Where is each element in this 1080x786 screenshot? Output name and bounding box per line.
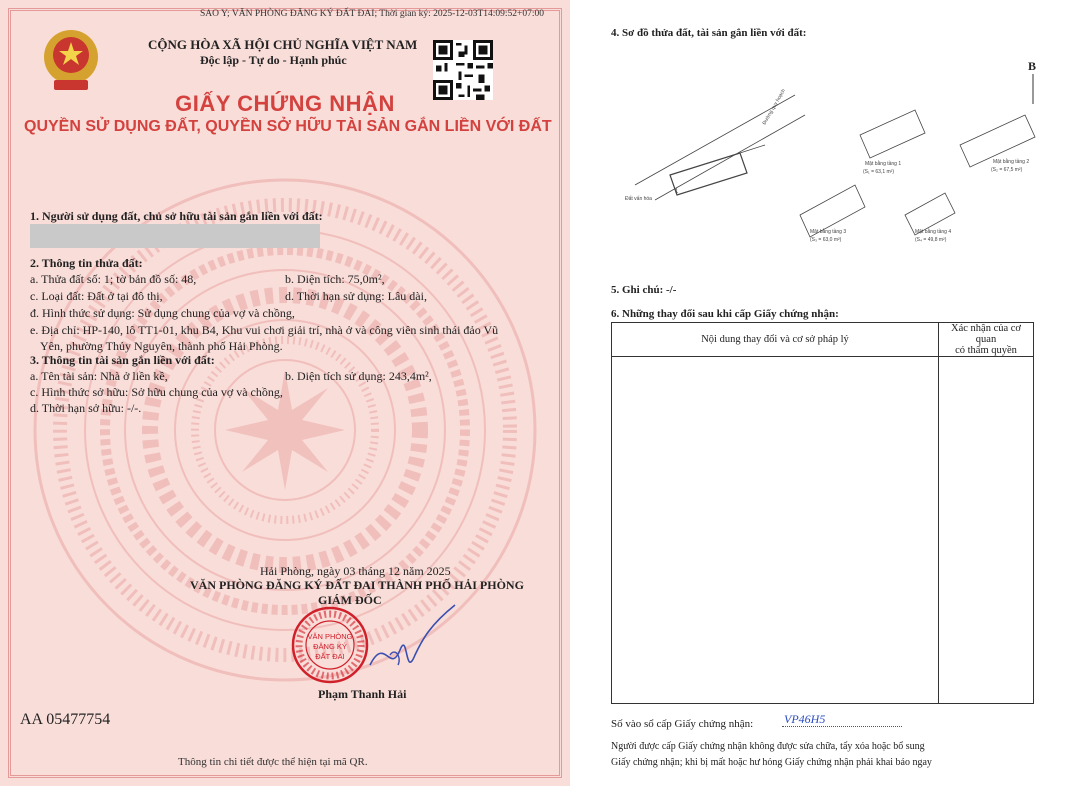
use-form: đ. Hình thức sử dụng: Sử dụng chung của vợ và chồng, (30, 306, 295, 320)
stamp-line3: ĐẤT ĐAI (315, 652, 345, 661)
road-label: Đường quy hoạch (761, 88, 787, 126)
floor2-area: (S₂ = 67,5 m²) (991, 167, 1023, 173)
changes-col-content: Nội dung thay đổi và cơ sở pháp lý (612, 323, 939, 357)
stamp-line2: ĐĂNG KÝ (313, 642, 347, 651)
section4-heading: 4. Sơ đồ thửa đất, tài sản gắn liền với đất: (611, 27, 807, 39)
changes-cell-confirmation (939, 357, 1034, 704)
signing-date: Hải Phòng, ngày 03 tháng 12 năm 2025 (260, 564, 451, 578)
signature (360, 595, 460, 685)
floor2-label: Mặt bằng tầng 2 (993, 159, 1030, 165)
parcel-diagram (615, 75, 1055, 255)
parcel-area: b. Diện tích: 75,0m², (285, 272, 385, 286)
floor1-label: Mặt bằng tầng 1 (865, 161, 902, 167)
national-emblem-icon (40, 25, 102, 97)
col2-line2: có thẩm quyền (955, 345, 1017, 356)
ownership-term: d. Thời hạn sở hữu: -/-. (30, 401, 142, 415)
floor4-area: (S₄ = 49,8 m²) (915, 237, 947, 243)
floor4-label: Mặt bằng tầng 4 (915, 229, 952, 235)
certificate-title: GIẤY CHỨNG NHẬN (175, 91, 395, 116)
serial-number: AA 05477754 (20, 711, 111, 728)
redacted-owner-name (30, 224, 320, 248)
address-line1: e. Địa chỉ: HP-140, lô TT1-01, khu B4, Khu vui chơi giải trí, nhà ở và công viên sinh thái đảo Vũ (30, 323, 499, 337)
official-stamp (290, 605, 370, 685)
registry-number: VP46H5 (784, 712, 826, 726)
country-name: CỘNG HÒA XÃ HỘI CHỦ NGHĨA VIỆT NAM (148, 37, 418, 52)
lot-number: 1 (675, 189, 679, 195)
neighbor-label: Đất vấn hóa (625, 196, 652, 202)
parcel-number: a. Thửa đất số: 1; tờ bản đồ số: 48, (30, 272, 197, 286)
signer-name: Phạm Thanh Hải (318, 687, 407, 701)
section5-notes: 5. Ghi chú: -/- (611, 284, 677, 296)
stamp-line1: VĂN PHÒNG (307, 632, 353, 641)
holder-note-line2: Giấy chứng nhận; khi bị mất hoặc hư hỏng Giấy chứng nhận phải khai báo ngay (611, 757, 932, 768)
col2-line1: Xác nhận của cơ quan (951, 323, 1021, 345)
section6-heading: 6. Những thay đổi sau khi cấp Giấy chứng nhận: (611, 308, 839, 320)
changes-cell-content (612, 357, 939, 704)
use-term: d. Thời hạn sử dụng: Lâu dài, (285, 289, 427, 303)
section1-heading: 1. Người sử dụng đất, chủ sở hữu tài sản gắn liền với đất: (30, 209, 323, 223)
copy-line: SAO Y; VĂN PHÒNG ĐĂNG KÝ ĐẤT ĐAI; Thời gian ký: 2025-12-03T14:09:52+07:00 (200, 9, 545, 19)
land-type: c. Loại đất: Đất ở tại đô thị, (30, 289, 163, 303)
certificate-subtitle: QUYỀN SỬ DỤNG ĐẤT, QUYỀN SỞ HỮU TÀI SẢN GẮN LIỀN VỚI ĐẤT (24, 118, 552, 135)
asset-area: b. Diện tích sử dụng: 243,4m², (285, 369, 432, 383)
registry-label: Số vào sổ cấp Giấy chứng nhận: (611, 718, 754, 730)
signer-role: GIÁM ĐỐC (318, 593, 382, 607)
floor3-label: Mặt bằng tầng 3 (810, 229, 847, 235)
section2-heading: 2. Thông tin thửa đất: (30, 256, 143, 270)
ownership-form: c. Hình thức sở hữu: Sở hữu chung của vợ và chồng, (30, 385, 283, 399)
address-line2: Yên, phường Thủy Nguyên, thành phố Hải Phòng. (40, 339, 283, 353)
national-motto: Độc lập - Tự do - Hạnh phúc (200, 53, 347, 67)
holder-note-line1: Người được cấp Giấy chứng nhận không được sửa chữa, tẩy xóa hoặc bổ sung (611, 741, 925, 752)
asset-name: a. Tên tài sản: Nhà ở liền kề, (30, 369, 168, 383)
floor3-area: (S₃ = 63,0 m²) (810, 237, 842, 243)
north-arrow: B (1028, 59, 1037, 73)
issuing-office: VĂN PHÒNG ĐĂNG KÝ ĐẤT ĐAI THÀNH PHỐ HẢI PHÒNG (190, 578, 524, 592)
floor1-area: (S₁ = 63,1 m²) (863, 169, 895, 175)
changes-col-confirmation (939, 323, 1034, 357)
qr-note: Thông tin chi tiết được thể hiện tại mã QR. (178, 756, 368, 768)
section3-heading: 3. Thông tin tài sản gắn liền với đất: (30, 353, 215, 367)
changes-table (611, 322, 1034, 704)
